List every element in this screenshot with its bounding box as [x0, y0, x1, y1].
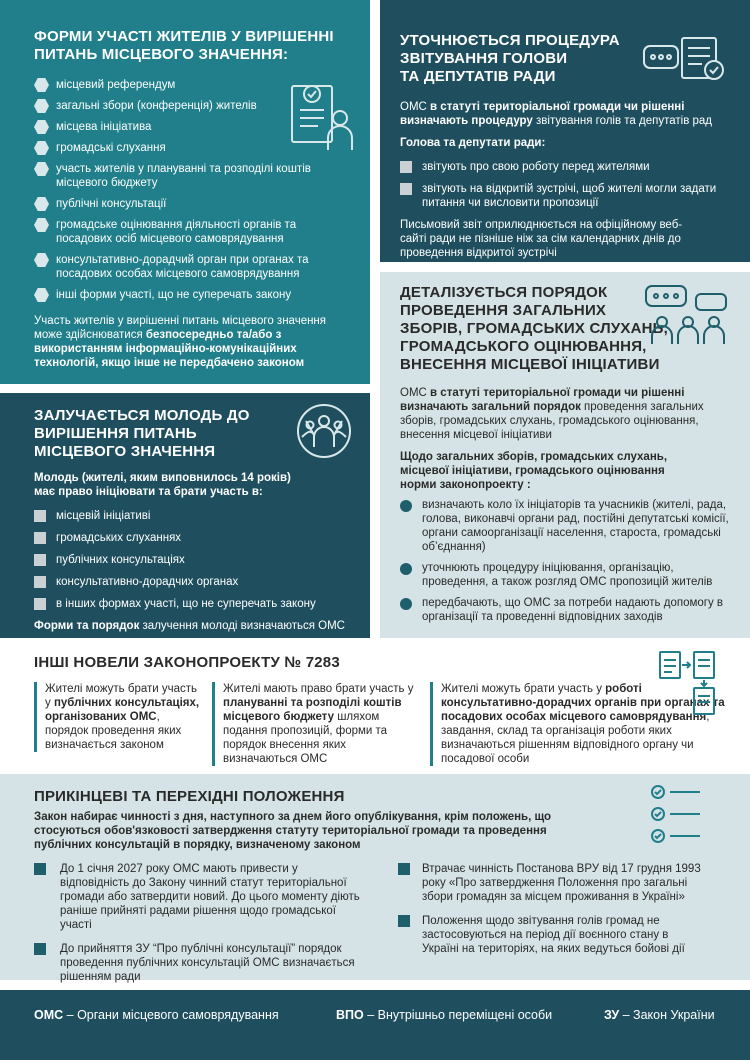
list-item: До 1 січня 2027 року ОМС мають привести у відповідність до Закону чинний статут територіальної громади або затвердити новий. До цього моменту діють раніше прийняті радами рішення щодо громадської участі	[34, 862, 364, 932]
subhead: Голова та депутати ради:	[400, 137, 546, 149]
legend-vpo: ВПО – Внутрішньо переміщені особи	[336, 1008, 553, 1022]
panel-title: ПРИКІНЦЕВІ ТА ПЕРЕХІДНІ ПОЛОЖЕННЯ	[34, 788, 345, 805]
other-novelties-panel	[0, 648, 750, 774]
novelty-public-consultations: Жителі можуть брати участь у публічних консультаціях, організованих ОМС, порядок проведення яких визначається законом	[34, 682, 200, 752]
list-item: громадське оцінювання діяльності органів та посадових осіб місцевого самоврядування	[34, 218, 334, 246]
list-item: громадських слуханнях	[34, 531, 350, 545]
checklist-person-icon	[280, 80, 360, 156]
ict-note: Участь жителів у вирішенні питань місцевого значення може здійснюватися безпосередньо та/або з використанням інформаційно-комунікаційних технологій, якщо інше не передбачено законом	[34, 315, 327, 369]
legend-zu: ЗУ – Закон України	[604, 1008, 715, 1022]
list-item: інші форми участі, що не суперечать закону	[34, 288, 334, 302]
list-item: громадські слухання	[34, 141, 334, 155]
list-item: в інших формах участі, що не суперечать закону	[34, 597, 350, 611]
list-item: місцевій ініціативі	[34, 509, 350, 523]
list-item: публічні консультації	[34, 197, 334, 211]
reporting-procedure-panel	[380, 0, 750, 262]
checklist-icon	[648, 782, 704, 848]
documents-flow-icon	[656, 648, 720, 718]
final-left-list	[34, 862, 364, 992]
list-item: Положення щодо звітування голів громад не застосовуються на період дії воєнного стану в Україні на територіях, на яких ведуться бойові дії	[398, 914, 708, 956]
intro-text: ОМС в статуті територіальної громади чи рішенні визначають загальний порядок проведення загальних зборів, громадських слухань, громадського оцінювання, внесення місцевої ініціативи	[400, 387, 704, 441]
youth-people-icon	[296, 403, 352, 459]
final-right-list	[398, 862, 708, 964]
panel-title: ФОРМИ УЧАСТІ ЖИТЕЛІВ У ВИРІШЕННІ ПИТАНЬ МІСЦЕВОГО ЗНАЧЕННЯ:	[34, 28, 334, 63]
participation-forms-panel	[0, 0, 370, 384]
intro-text: Закон набирає чинності з дня, наступного за днем його опублікування, крім положень, що стосуються обов'язковості затвердження статуту територіальної громади та проведення публічних консультацій в порядку, визначеному законом	[34, 811, 552, 851]
procedures-list	[400, 498, 730, 624]
list-item: визначають коло їх ініціаторів та учасників (жителі, рада, голова, виконавчі органи рад, постійні депутатські комісії, органи самоорганізації населення, староста, громадські об’єднання)	[400, 498, 730, 554]
list-item: місцевий референдум	[34, 78, 334, 92]
footer-legend	[0, 990, 750, 1060]
list-item: Втрачає чинність Постанова ВРУ від 17 грудня 1993 року «Про затвердження Положення про загальні збори громадян за місцем проживання в Україні»	[398, 862, 708, 904]
youth-panel	[0, 393, 370, 638]
list-item: До прийняття ЗУ “Про публічні консультації” порядок проведення публічних консультацій ОМС визначається рішенням ради	[34, 942, 364, 984]
panel-title: ДЕТАЛІЗУЄТЬСЯ ПОРЯДОК ПРОВЕДЕННЯ ЗАГАЛЬНИХ ЗБОРІВ, ГРОМАДСЬКИХ СЛУХАНЬ, ГРОМАДСЬКОГО ОЦІНЮВАННЯ, ВНЕСЕННЯ МІСЦЕВОЇ ІНІЦІАТИВИ	[400, 284, 668, 373]
final-provisions-panel	[0, 774, 750, 983]
list-item: уточнюють процедуру ініціювання, організацію, проведення, а також розгляд ОМС пропозицій жителів	[400, 561, 730, 589]
list-item: консультативно-дорадчих органах	[34, 575, 350, 589]
list-item: звітують про свою роботу перед жителями	[400, 160, 730, 174]
report-note: Письмовий звіт оприлюднюється на офіційному веб-сайті ради не пізніше ніж за сім календарних днів до проведення відкритої зустрічі	[400, 219, 683, 259]
intro-text: ОМС в статуті територіальної громади чи рішенні визначають процедуру звітування голів та депутатів рад	[400, 101, 712, 127]
subhead: Щодо загальних зборів, громадських слухань, місцевої ініціативи, громадського оцінювання норми законопроекту :	[400, 451, 668, 491]
novelty-budget-planning: Жителі мають право брати участь у плануванні та розподілі коштів місцевого бюджету шляхом подання пропозицій, форми та порядок внесення яких визначаються ОМС	[212, 682, 414, 766]
youth-note: Форми та порядок залучення молоді визначаються ОМС	[34, 620, 345, 632]
procedures-panel	[380, 272, 750, 638]
list-item: публічних консультаціях	[34, 553, 350, 567]
panel-title: УТОЧНЮЄТЬСЯ ПРОЦЕДУРА ЗВІТУВАННЯ ГОЛОВИ ТА ДЕПУТАТІВ РАДИ	[400, 32, 620, 85]
group-discussion-icon	[642, 284, 734, 346]
reporting-list	[400, 160, 730, 210]
chat-document-icon	[642, 36, 726, 82]
novelty-advisory-bodies: Жителі можуть брати участь у роботі консультативно-дорадчих органів при органах та посадових особах місцевого самоврядування, завдання, склад та організація роботи яких визначаються рішенням відповідного органу чи посадової особи	[430, 682, 726, 766]
intro-text: Молодь (жителі, яким виповнилось 14 років) має право ініціювати та брати участь в:	[34, 472, 291, 498]
panel-title: ІНШІ НОВЕЛИ ЗАКОНОПРОЕКТУ № 7283	[34, 654, 340, 671]
legend-oms: ОМС – Органи місцевого самоврядування	[34, 1008, 279, 1022]
youth-list	[34, 509, 350, 611]
list-item: звітують на відкритій зустрічі, щоб жителі могли задати питання чи висловити пропозиції	[400, 182, 730, 210]
list-item: передбачають, що ОМС за потреби надають допомогу в організації та проведенні відповідних заходів	[400, 596, 730, 624]
panel-title: ЗАЛУЧАЄТЬСЯ МОЛОДЬ ДО ВИРІШЕННЯ ПИТАНЬ МІСЦЕВОГО ЗНАЧЕННЯ	[34, 407, 250, 460]
list-item: місцева ініціатива	[34, 120, 334, 134]
list-item: участь жителів у плануванні та розподілі коштів місцевого бюджету	[34, 162, 334, 190]
list-item: консультативно-дорадчий орган при органах та посадових особах місцевого самоврядування	[34, 253, 334, 281]
list-item: загальні збори (конференція) жителів	[34, 99, 334, 113]
